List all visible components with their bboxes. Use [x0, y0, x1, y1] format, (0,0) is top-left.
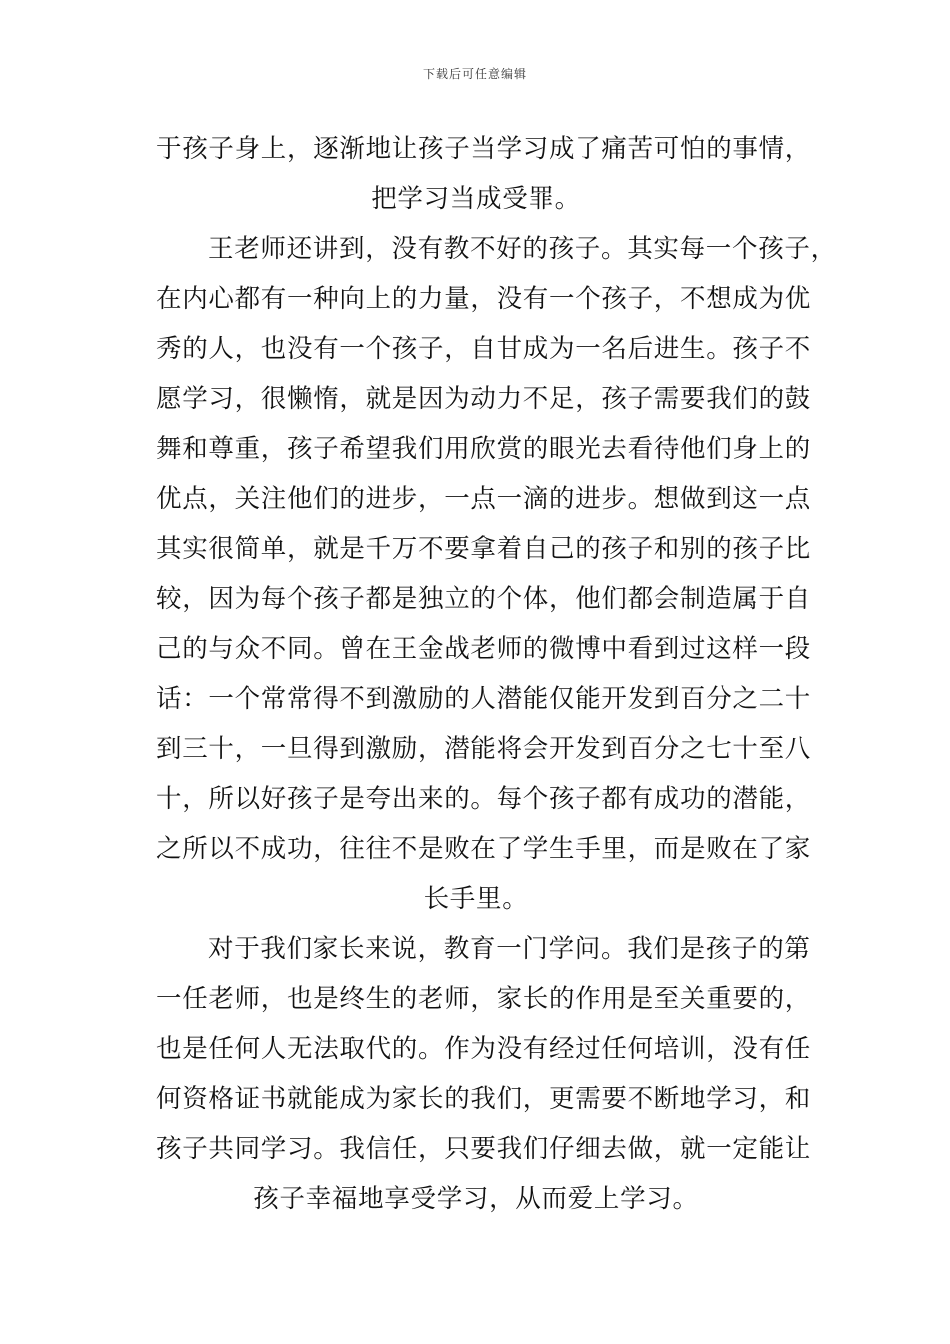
paragraph-3-line-1: 对于我们家长来说，教育一门学问。我们是孩子的第	[208, 934, 811, 964]
paragraph-2-line-14: 长手里。	[423, 884, 529, 914]
paragraph-2-line-7: 其实很简单，就是千万不要拿着自己的孩子和别的孩子比	[156, 534, 812, 564]
paragraph-3-line-2: 一任老师，也是终生的老师，家长的作用是至关重要的，	[156, 984, 812, 1014]
paragraph-2-line-11: 到三十，一旦得到激励，潜能将会开发到百分之七十至八	[156, 734, 812, 764]
paragraph-2-line-5: 舞和尊重，孩子希望我们用欣赏的眼光去看待他们身上的	[156, 434, 812, 464]
paragraph-2-line-9: 己的与众不同。曾在王金战老师的微博中看到过这样一段	[156, 634, 812, 664]
paragraph-2-line-2: 在内心都有一种向上的力量，没有一个孩子，不想成为优	[156, 284, 812, 314]
paragraph-1-line-2: 把学习当成受罪。	[371, 184, 581, 214]
paragraph-2-line-3: 秀的人，也没有一个孩子，自甘成为一名后进生。孩子不	[156, 334, 812, 364]
paragraph-3-line-6: 孩子幸福地享受学习，从而爱上学习。	[253, 1184, 699, 1214]
paragraph-2-line-4: 愿学习，很懒惰，就是因为动力不足，孩子需要我们的鼓	[156, 384, 812, 414]
paragraph-2-line-1: 王老师还讲到，没有教不好的孩子。其实每一个孩子，	[208, 234, 837, 264]
paragraph-1-line-1: 于孩子身上，逐渐地让孩子当学习成了痛苦可怕的事情，	[156, 134, 812, 164]
paragraph-2-line-8: 较，因为每个孩子都是独立的个体，他们都会制造属于自	[156, 584, 812, 614]
paragraph-3-line-4: 何资格证书就能成为家长的我们，更需要不断地学习，和	[156, 1084, 812, 1114]
paragraph-3-line-5: 孩子共同学习。我信任，只要我们仔细去做，就一定能让	[156, 1134, 812, 1164]
paragraph-2-line-13: 之所以不成功，往往不是败在了学生手里，而是败在了家	[156, 834, 812, 864]
paragraph-2-line-10: 话：一个常常得不到激励的人潜能仅能开发到百分之二十	[156, 684, 812, 714]
paragraph-2-line-12: 十，所以好孩子是夸出来的。每个孩子都有成功的潜能，	[156, 784, 812, 814]
paragraph-3-line-3: 也是任何人无法取代的。作为没有经过任何培训，没有任	[156, 1034, 812, 1064]
paragraph-2-line-6: 优点，关注他们的进步，一点一滴的进步。想做到这一点	[156, 484, 812, 514]
page-header-note: 下载后可任意编辑	[422, 67, 527, 81]
